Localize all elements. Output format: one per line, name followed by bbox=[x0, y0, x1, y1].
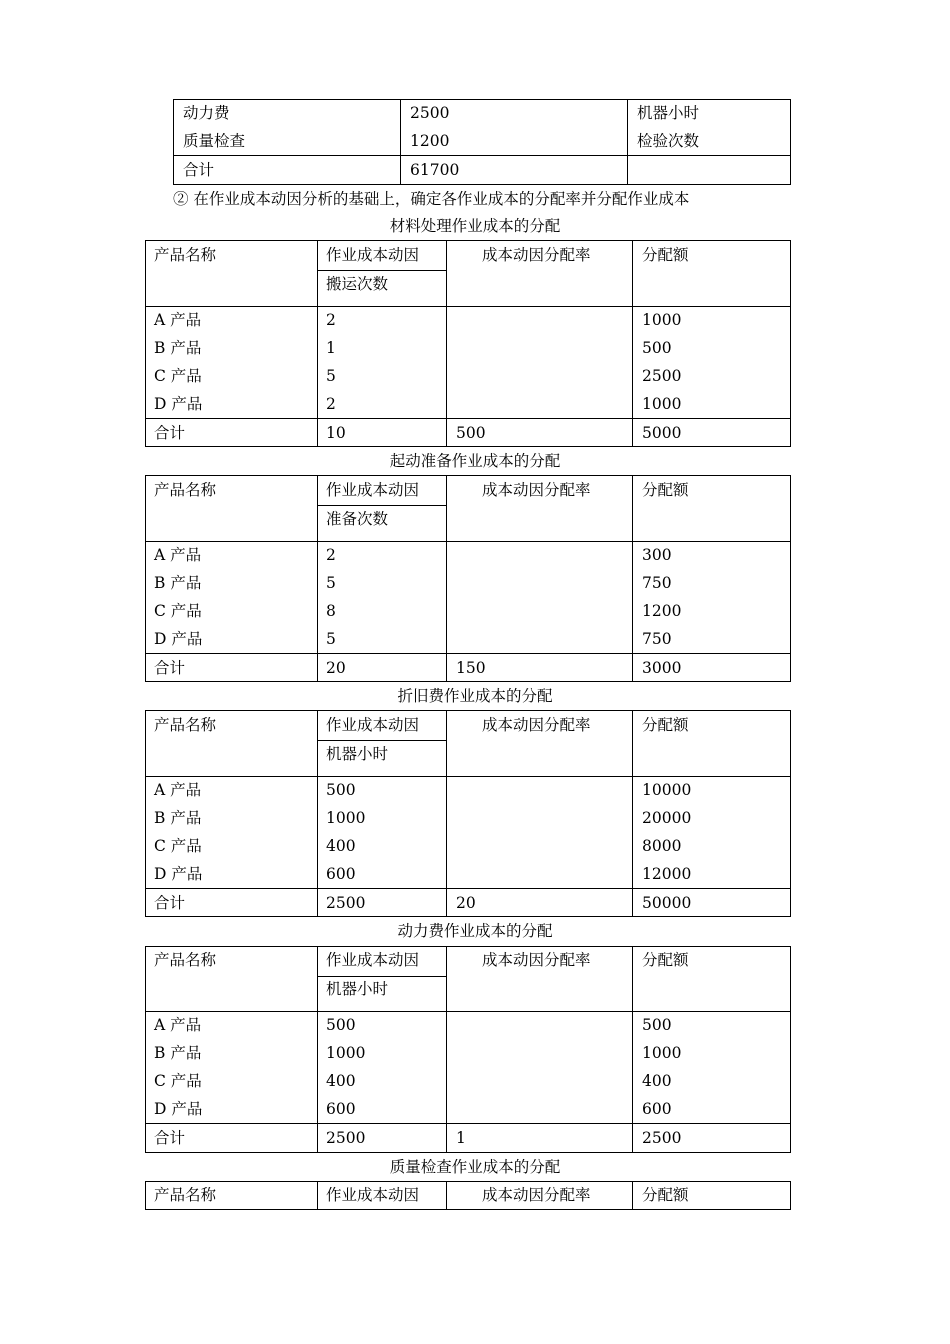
header-product-name: 产品名称 bbox=[154, 246, 217, 264]
row-product: D 产品 bbox=[154, 395, 203, 413]
total-qty: 2500 bbox=[326, 894, 366, 912]
row-amount: 750 bbox=[642, 630, 672, 648]
total-rate: 500 bbox=[456, 424, 486, 442]
row-product: B 产品 bbox=[154, 574, 202, 592]
row-qty: 400 bbox=[326, 1072, 356, 1090]
table-title: 起动准备作业成本的分配 bbox=[389, 452, 561, 470]
top-row-name: 动力费 bbox=[183, 104, 230, 122]
row-qty: 5 bbox=[326, 367, 336, 385]
total-amount: 2500 bbox=[642, 1129, 682, 1147]
row-qty: 1 bbox=[326, 339, 336, 357]
header-allocation: 分配额 bbox=[642, 716, 689, 734]
top-row-amount: 1200 bbox=[410, 132, 450, 150]
total-amount: 5000 bbox=[642, 424, 682, 442]
row-qty: 2 bbox=[326, 546, 336, 564]
header-rate: 成本动因分配率 bbox=[482, 951, 591, 969]
row-amount: 8000 bbox=[642, 837, 682, 855]
row-amount: 1000 bbox=[642, 1044, 682, 1062]
header-driver-unit: 机器小时 bbox=[326, 745, 389, 763]
row-qty: 2 bbox=[326, 311, 336, 329]
header-allocation: 分配额 bbox=[642, 481, 689, 499]
row-product: C 产品 bbox=[154, 367, 202, 385]
row-product: D 产品 bbox=[154, 1100, 203, 1118]
table-title: 折旧费作业成本的分配 bbox=[397, 687, 553, 705]
row-amount: 12000 bbox=[642, 865, 692, 883]
row-qty: 500 bbox=[326, 1016, 356, 1034]
row-product: A 产品 bbox=[154, 546, 202, 564]
total-qty: 10 bbox=[326, 424, 346, 442]
row-product: D 产品 bbox=[154, 865, 203, 883]
row-qty: 500 bbox=[326, 781, 356, 799]
header-allocation: 分配额 bbox=[642, 951, 689, 969]
header-driver-unit: 准备次数 bbox=[326, 510, 389, 528]
header-product-name: 产品名称 bbox=[154, 951, 217, 969]
top-row-driver: 机器小时 bbox=[637, 104, 700, 122]
row-qty: 2 bbox=[326, 395, 336, 413]
row-amount: 500 bbox=[642, 339, 672, 357]
row-product: B 产品 bbox=[154, 1044, 202, 1062]
total-rate: 20 bbox=[456, 894, 476, 912]
row-qty: 8 bbox=[326, 602, 336, 620]
total-rate: 150 bbox=[456, 659, 486, 677]
row-amount: 10000 bbox=[642, 781, 692, 799]
total-amount: 50000 bbox=[642, 894, 692, 912]
row-amount: 20000 bbox=[642, 809, 692, 827]
header-driver: 作业成本动因 bbox=[326, 481, 420, 499]
row-amount: 300 bbox=[642, 546, 672, 564]
row-amount: 750 bbox=[642, 574, 672, 592]
header-allocation: 分配额 bbox=[642, 1186, 689, 1204]
total-label: 合计 bbox=[154, 659, 186, 677]
total-qty: 2500 bbox=[326, 1129, 366, 1147]
row-amount: 400 bbox=[642, 1072, 672, 1090]
top-total-label: 合计 bbox=[183, 161, 215, 179]
row-amount: 600 bbox=[642, 1100, 672, 1118]
top-total-amount: 61700 bbox=[410, 161, 460, 179]
table-title: 质量检查作业成本的分配 bbox=[389, 1158, 561, 1176]
header-allocation: 分配额 bbox=[642, 246, 689, 264]
row-amount: 1200 bbox=[642, 602, 682, 620]
table-title: 材料处理作业成本的分配 bbox=[389, 217, 561, 235]
top-row-amount: 2500 bbox=[410, 104, 450, 122]
row-product: C 产品 bbox=[154, 1072, 202, 1090]
row-amount: 500 bbox=[642, 1016, 672, 1034]
header-driver-unit: 搬运次数 bbox=[326, 275, 389, 293]
row-product: B 产品 bbox=[154, 339, 202, 357]
step-note: ② 在作业成本动因分析的基础上，确定各作业成本的分配率并分配作业成本 bbox=[173, 190, 690, 208]
row-amount: 2500 bbox=[642, 367, 682, 385]
total-qty: 20 bbox=[326, 659, 346, 677]
row-qty: 400 bbox=[326, 837, 356, 855]
row-amount: 1000 bbox=[642, 311, 682, 329]
row-product: A 产品 bbox=[154, 781, 202, 799]
header-rate: 成本动因分配率 bbox=[482, 1186, 591, 1204]
header-rate: 成本动因分配率 bbox=[482, 246, 591, 264]
row-qty: 1000 bbox=[326, 1044, 366, 1062]
row-product: C 产品 bbox=[154, 837, 202, 855]
total-label: 合计 bbox=[154, 424, 186, 442]
header-rate: 成本动因分配率 bbox=[482, 716, 591, 734]
row-product: B 产品 bbox=[154, 809, 202, 827]
row-product: C 产品 bbox=[154, 602, 202, 620]
row-qty: 600 bbox=[326, 865, 356, 883]
header-driver: 作业成本动因 bbox=[326, 716, 420, 734]
header-product-name: 产品名称 bbox=[154, 481, 217, 499]
total-amount: 3000 bbox=[642, 659, 682, 677]
header-driver: 作业成本动因 bbox=[326, 951, 420, 969]
total-rate: 1 bbox=[456, 1129, 466, 1147]
header-rate: 成本动因分配率 bbox=[482, 481, 591, 499]
table-title: 动力费作业成本的分配 bbox=[397, 922, 553, 940]
header-product-name: 产品名称 bbox=[154, 716, 217, 734]
header-driver: 作业成本动因 bbox=[326, 246, 420, 264]
row-product: A 产品 bbox=[154, 1016, 202, 1034]
row-product: D 产品 bbox=[154, 630, 203, 648]
total-label: 合计 bbox=[154, 894, 186, 912]
row-qty: 5 bbox=[326, 630, 336, 648]
top-row-driver: 检验次数 bbox=[637, 132, 700, 150]
row-qty: 1000 bbox=[326, 809, 366, 827]
header-driver-unit: 机器小时 bbox=[326, 980, 389, 998]
row-product: A 产品 bbox=[154, 311, 202, 329]
top-row-name: 质量检查 bbox=[183, 132, 246, 150]
header-product-name: 产品名称 bbox=[154, 1186, 217, 1204]
header-driver: 作业成本动因 bbox=[326, 1186, 420, 1204]
row-qty: 5 bbox=[326, 574, 336, 592]
total-label: 合计 bbox=[154, 1129, 186, 1147]
row-qty: 600 bbox=[326, 1100, 356, 1118]
row-amount: 1000 bbox=[642, 395, 682, 413]
